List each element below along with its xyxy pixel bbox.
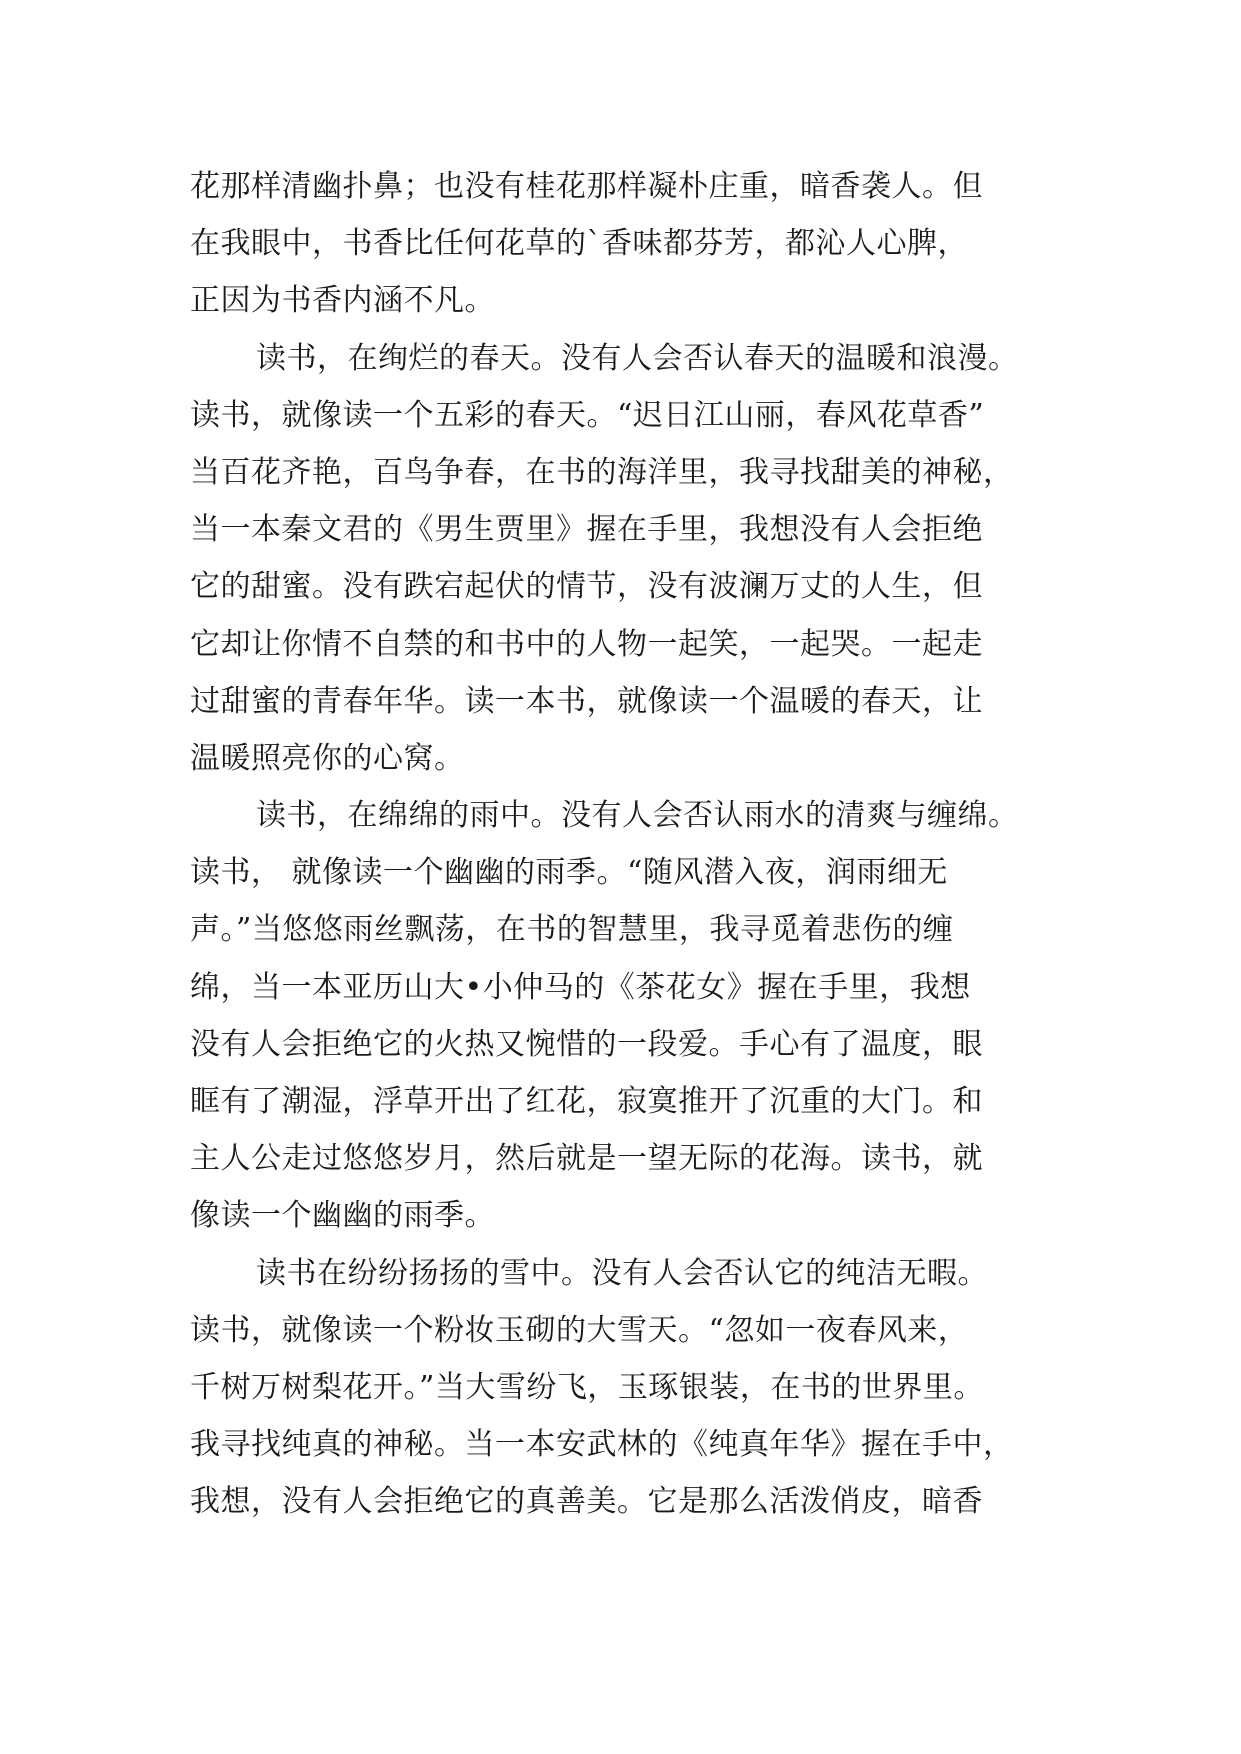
text-line: 读书，在绚烂的春天。没有人会否认春天的温暖和浪漫。 [256,340,1019,376]
text-line: 没有人会拒绝它的火热又惋惜的一段爱。手心有了温度，眼 [190,1026,983,1062]
text-line: 千树万树梨花开。”当大雪纷飞，玉琢银装，在书的世界里。 [190,1369,984,1405]
text-line: 当百花齐艳，百鸟争春，在书的海洋里，我寻找甜美的神秘， [190,454,1014,490]
text-line: 花那样清幽扑鼻；也没有桂花那样凝朴庄重，暗香袭人。但 [190,169,983,204]
text-line: 读书在纷纷扬扬的雪中。没有人会否认它的纯洁无暇。 [256,1255,988,1291]
text-line: 读书，在绵绵的雨中。没有人会否认雨水的清爽与缠绵。 [256,798,1019,834]
text-line: 我想，没有人会拒绝它的真善美。它是那么活泼俏皮，暗香 [190,1484,983,1520]
text-line: 主人公走过悠悠岁月，然后就是一望无际的花海。读书，就 [190,1141,983,1177]
text-line: 声。”当悠悠雨丝飘荡，在书的智慧里，我寻觅着悲伤的缠 [190,912,954,948]
body-text [190,158,1070,1531]
text-line: 过甜蜜的青春年华。读一本书，就像读一个温暖的春天，让 [190,683,983,719]
text-line: 读书，就像读一个粉妆玉砌的大雪天。“忽如一夜春风来， [190,1312,969,1348]
text-line: 我寻找纯真的神秘。当一本安武林的《纯真年华》握在手中， [190,1427,1014,1463]
text-line: 在我眼中，书香比任何花草的`香味都芬芳，都沁人心脾， [190,226,968,262]
text-line: 温暖照亮你的心窝。 [190,740,465,776]
text-line: 绵，当一本亚历山大•小仲马的《茶花女》握在手里，我想 [190,969,971,1005]
text-line: 当一本秦文君的《男生贾里》握在手里，我想没有人会拒绝 [190,512,983,548]
text-line: 它却让你情不自禁的和书中的人物一起笑，一起哭。一起走 [190,626,983,662]
text-line: 眶有了潮湿，浮草开出了红花，寂寞推开了沉重的大门。和 [190,1084,983,1119]
text-line: 读书， 就像读一个幽幽的雨季。“随风潜入夜，润雨细无 [190,855,948,891]
text-line: 像读一个幽幽的雨季。 [190,1198,495,1234]
text-line: 正因为书香内涵不凡。 [190,283,495,319]
text-line: 它的甜蜜。没有跌宕起伏的情节，没有波澜万丈的人生，但 [190,569,983,605]
text-line: 读书，就像读一个五彩的春天。“迟日江山丽，春风花草香” [190,397,985,433]
